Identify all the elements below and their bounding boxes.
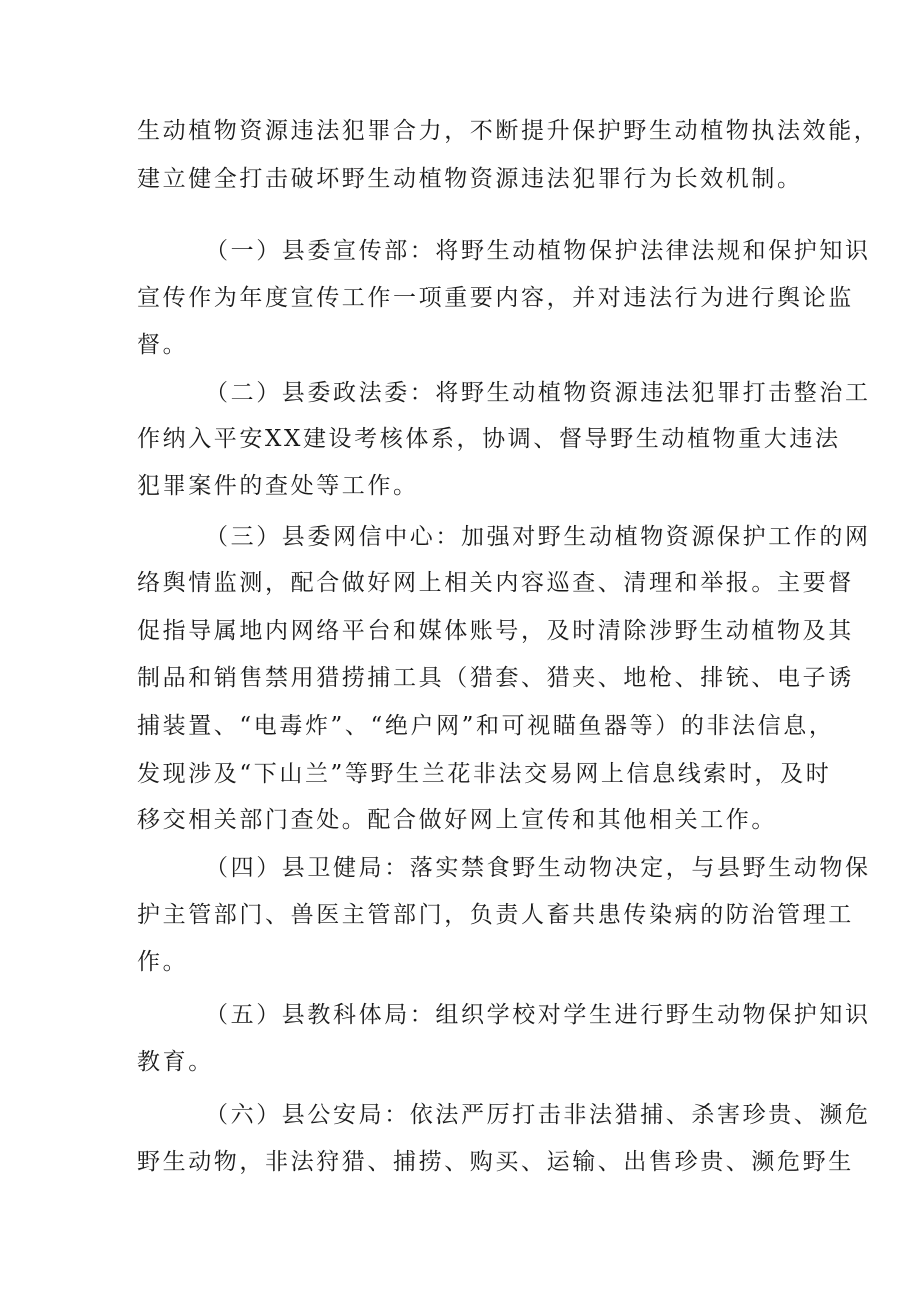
body-text-line: 发现涉及“下山兰”等野生兰花非法交易网上信息线索时，及时 (137, 761, 832, 787)
body-text-line: 促指导属地内网络平台和媒体账号，及时清除涉野生动植物及其 (137, 618, 854, 644)
body-text-line: 捕装置、“电毒炸”、“绝户网”和可视瞄鱼器等）的非法信息， (137, 713, 835, 739)
paragraph-2-first-line: （二）县委政法委：将野生动植物资源违法犯罪打击整治工 (205, 380, 871, 406)
body-text-line: 移交相关部门查处。配合做好网上宣传和其他相关工作。 (137, 807, 777, 833)
paragraph-4-first-line: （四）县卫健局：落实禁食野生动物决定，与县野生动物保 (205, 855, 871, 881)
body-text-line: 作。 (137, 949, 189, 975)
paragraph-5-first-line: （五）县教科体局：组织学校对学生进行野生动物保护知识 (205, 1002, 871, 1028)
paragraph-1-first-line: （一）县委宣传部：将野生动植物保护法律法规和保护知识 (205, 238, 871, 264)
paragraph-3-first-line: （三）县委网信中心：加强对野生动植物资源保护工作的网 (205, 524, 871, 550)
body-text-line: 野生动物，非法狩猎、捕捞、购买、运输、出售珍贵、濒危野生 (137, 1149, 854, 1175)
body-text-line: 建立健全打击破坏野生动植物资源违法犯罪行为长效机制。 (137, 166, 803, 192)
body-text-line: 护主管部门、兽医主管部门，负责人畜共患传染病的防治管理工 (137, 902, 854, 928)
body-text-line: 生动植物资源违法犯罪合力，不断提升保护野生动植物执法效能， (137, 118, 880, 144)
body-text-line: 作纳入平安XX建设考核体系，协调、督导野生动植物重大违法 (137, 426, 841, 452)
body-text-line: 犯罪案件的查处等工作。 (137, 473, 419, 499)
body-text-line: 宣传作为年度宣传工作一项重要内容，并对违法行为进行舆论监 (137, 285, 854, 311)
body-text-line: 教育。 (137, 1049, 214, 1075)
body-text-line: 络舆情监测，配合做好网上相关内容巡查、清理和举报。主要督 (137, 570, 854, 596)
paragraph-6-first-line: （六）县公安局：依法严厉打击非法猎捕、杀害珍贵、濒危 (205, 1102, 871, 1128)
body-text-line: 制品和销售禁用猎捞捕工具（猎套、猎夹、地枪、排铳、电子诱 (137, 665, 854, 691)
body-text-line: 督。 (137, 332, 189, 358)
